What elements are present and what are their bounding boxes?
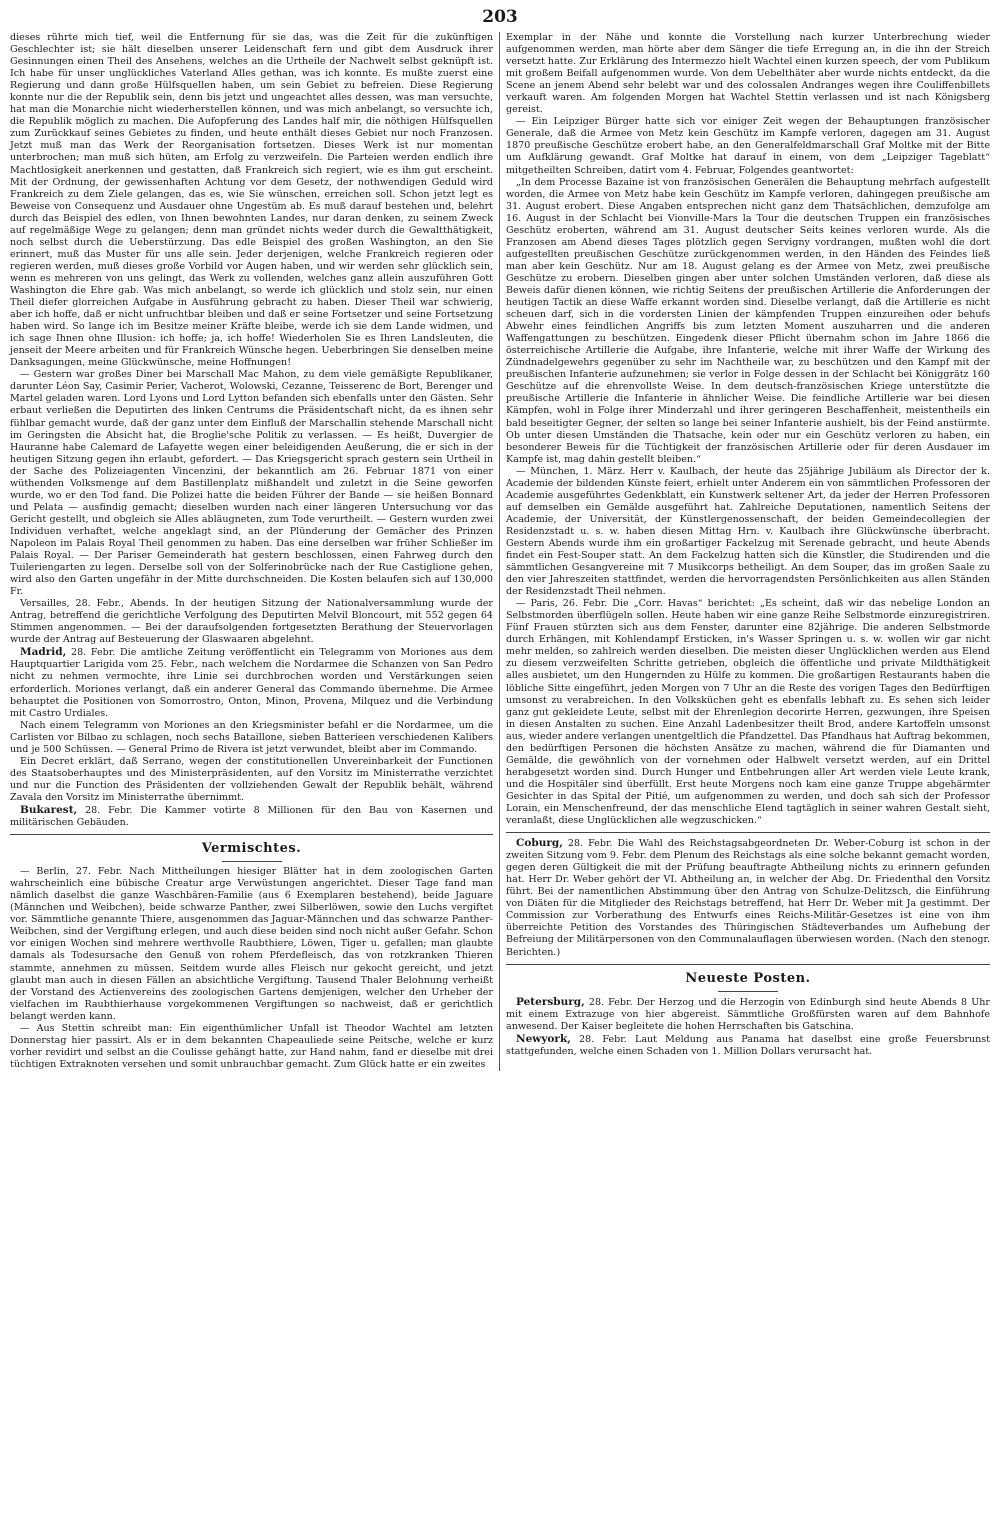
article-bukarest-text: 28. Febr. Die Kammer votirte 8 Millionen für den Bau von Kasernen und militärischen Gebäuden.	[10, 805, 493, 829]
article-divider	[506, 832, 990, 833]
article-petersburg-text: 28. Febr. Der Herzog und die Herzogin von Edinburgh sind heute Abends 8 Uhr mit einem Extrazuge von hier abgereist. Sämmtliche Großfürsten waren auf dem Bahnhofe anwesend. Der Kaiser begleitete die hohen Herrschaften bis Gatschina.	[506, 996, 990, 1032]
dateline-coburg: Coburg,	[516, 837, 563, 850]
article-berlin-zoo: — Berlin, 27. Febr. Nach Mittheilungen hiesiger Blätter hat in dem zoologischen Garten wahrscheinlich eine bübische Creatur arge Verwüstungen angerichtet. Dieser Tage fand man nämlich daselbst die ganze Waschbären-Familie (aus 6 Exemplaren bestehend), beide Jaguare (Männchen und Weibchen), beide schwarze Panther, zwei Silberlöwen, sowie den Luchs vergiftet vor. Sämmtliche genannte Thiere, ausgenommen das Jaguar-Männchen und das schwarze Panther-Weibchen, sind der Vergiftung erlegen, und auch diese beiden sind noch nicht außer Gefahr. Schon vor einigen Wochen sind mehrere werthvolle Raubthiere, Löwen, Tiger u. gefallen; man glaubte damals als Todesursache den Genuß von rohem Pferdefleisch, das von rotzkranken Thieren stammte, annehmen zu müssen. Seitdem wurde alles Fleisch nur gekocht gereicht, und jetzt glaubt man auch in diesen Fällen an absichtliche Vergiftung. Tausend Thaler Belohnung verheißt der Vorstand des Actienvereins des zoologischen Gartens demjenigen, welcher den Urheber der vielfachen im Raubthierhause vorgekommenen Vergiftungen so nachweist, daß er gerichtlich belangt werden kann.	[10, 866, 493, 1022]
article-petersburg	[506, 996, 990, 1033]
columns	[4, 32, 996, 1071]
article-coburg	[506, 837, 990, 958]
dateline-bukarest: Bukarest,	[20, 804, 78, 816]
section-divider	[10, 834, 493, 835]
short-divider	[718, 991, 778, 992]
article-coburg-text: 28. Febr. Die Wahl des Reichstagsabgeordneten Dr. Weber-Coburg ist schon in der zweiten Sitzung vom 9. Febr. dem Plenum des Reichstags als eine solche bekannt gemacht worden, gegen deren Gültigkeit die mit der Prüfung beauftragte Abtheilung nichts zu erinnern gefunden hat. Herr Dr. Weber gehört der VI. Abtheilung an, in welcher der Abg. Dr. Friedenthal den Vorsitz führt. Bei der namentlichen Abstimmung über den Antrag von Schulze-Delitzsch, die Einführung von Diäten für die Mitglieder des Reichstags betreffend, hat Herr Dr. Weber mit Ja gestimmt. Der Commission zur Vorberathung des Entwurfs eines Reichs-Militär-Gesetzes ist eine von ihm überreichte Petition des Vorstandes des Thüringischen Städteverbandes um Aufhebung der Befreiung der Militärpersonen von den Communalauflagen überwiesen worden. (Nach den stenogr. Berichten.)	[506, 838, 990, 958]
article-stettin-wachtel: — Aus Stettin schreibt man: Ein eigenthümlicher Unfall ist Theodor Wachtel am letzten Donnerstag hier passirt. Als er in dem bekannten Chapeauliede seine Peitsche, welche er kurz vorher revidirt und selbst an die Coulisse gehängt hatte, zur Hand nahm, fand er dieselbe mit drei tüchtigen Extraknoten versehen und somit unbrauchbar gemacht. Zum Glück hatte er ein zweites	[10, 1022, 493, 1070]
article-wachtel-continuation: Exemplar in der Nähe und konnte die Vorstellung nach kurzer Unterbrechung wieder aufgenommen werden, man hörte aber dem Sänger die tiefe Erregung an, in die ihn der Streich versetzt hatte. Zur Erklärung des Intermezzo hielt Wachtel einen kurzen speech, der vom Publikum mit großem Beifall aufgenommen wurde. Von dem Uebelthäter aber wurde nichts entdeckt, da die Scene an jenem Abend sehr belebt war und des colossalen Andranges wegen ihre Couliffenbillets verkauft waren. Am folgenden Morgen hat Wachtel Stettin verlassen und ist nach Königsberg gereist.	[506, 32, 990, 116]
article-newyork-text: 28. Febr. Laut Meldung aus Panama hat daselbst eine große Feuersbrunst stattgefunden, welche einen Schaden von 1. Million Dollars verursacht hat.	[506, 1033, 990, 1057]
right-column	[500, 32, 996, 1071]
article-madrid-text: 28. Febr. Die amtliche Zeitung veröffentlicht ein Telegramm von Moriones aus dem Hauptquartier Larigida vom 25. Febr., nach welchem die Nordarmee die Schanzen von San Pedro nicht zu nehmen vermochte, ihre Linie sei durchbrochen worden und Verstärkungen seien erforderlich. Moriones verlangt, daß ein anderer General das Commando übernehme. Die Armee behauptet die Positionen von Somorrostro, Onton, Minon, Provena, Milquez und die Verbindung mit Castro Urdiales.	[10, 647, 493, 719]
section-divider	[506, 964, 990, 965]
dateline-petersburg: Petersburg,	[516, 995, 585, 1008]
article-madrid	[10, 646, 493, 719]
dateline-madrid: Madrid,	[20, 646, 67, 659]
section-title-vermischtes: Vermischtes.	[201, 841, 302, 857]
article-versailles: Versailles, 28. Febr., Abends. In der heutigen Sitzung der Nationalversammlung wurde der Antrag, betreffend die gerichtliche Verfolgung des Deputirten Melvil Bloncourt, mit 552 gegen 64 Stimmen angenommen. — Bei der daraufsolgenden fortgesetzten Berathung der Steuervorlagen wurde der Antrag auf Besteuerung der Glaswaaren abgelehnt.	[10, 598, 493, 646]
article-paris-diner: — Gestern war großes Diner bei Marschall Mac Mahon, zu dem viele gemäßigte Republikaner, darunter Léon Say, Casimir Perier, Vacherot, Wolowski, Cezanne, Teisserenc de Bort, Berenger und Martel geladen waren. Lord Lyons und Lord Lytton befanden sich ebenfalls unter den Gästen. Sehr erbaut verließen die Deputirten des linken Centrums die Präsidentschaft nicht, da es ihnen sehr fühlbar gemacht wurde, daß der ganz unter dem Einfluß der Marschallin stehende Marschall nicht im Geringsten die Absicht hat, die Broglie'sche Politik zu verlassen. — Es heißt, Duvergier de Hauranne habe Calemard de Lafayette wegen einer beleidigenden Aeußerung, die er sich in der heutigen Sitzung gegen ihn erlaubt, gefordert. — Das Kriegsgericht sprach gestern sein Urtheil in der Sache des Polizeiagenten Vincenzini, der bekanntlich am 26. Februar 1871 von einer wüthenden Volksmenge auf dem Bastillenplatz mißhandelt und zuletzt in die Seine geworfen wurde, wo er den Tod fand. Die Polizei hatte die beiden Führer der Bande — sie heißen Bonnard und Pelata — ausfindig gemacht; dieselben wurden nach einer längeren Untersuchung vor das Gericht gestellt, und obgleich sie Alles abläugneten, zum Tode verurtheilt. — Gestern wurden zwei Individuen verhaftet, welche angeklagt sind, an der Plünderung der Gemächer des Prinzen Napoleon im Palais Royal Theil genommen zu haben. Das eine derselben war früher Schließer im Palais Royal. — Der Pariser Gemeinderath hat gestern beschlossen, einen Fahrweg durch den Tuileriengarten zu legen. Derselbe soll von der Solferinobrücke nach der Rue Castiglione gehen, wird also den Garten ungefähr in der Mitte durchschneiden. Die Kosten belaufen sich auf 130,000 Fr.	[10, 369, 493, 598]
short-divider	[222, 861, 282, 862]
article-bukarest	[10, 804, 493, 829]
page-number: 203	[482, 7, 518, 27]
article-moltke-letter: „In dem Processe Bazaine ist von französischen Generälen die Behauptung mehrfach aufgestellt worden, die Armee von Metz habe kein Geschütz im Kampfe verloren, dahingegen preußische am 31. August erobert. Diese Angaben entsprechen nicht ganz dem Thatsächlichen, demzufolge am 16. August in der Schlacht bei Vionville-Mars la Tour die deutschen Truppen ein französisches Geschütz eroberten, während am 31. August deutscher Seits keines verloren wurde. Als die Franzosen am Abend dieses Tages plötzlich gegen Servigny vordrangen, mußten wohl die dort aufgestellten preußischen Geschütze zurückgenommen werden, in den Händen des Feindes ließ man aber kein Geschütz. Nur am 18. August gelang es der Armee von Metz, zwei preußische Geschütze zu erobern. Dieselben gingen aber unter solchen Umständen verloren, daß diese als Beweis dafür dienen können, wie richtig Seitens der preußischen Artillerie die Anforderungen der heutigen Tactik an diese Waffe erkannt worden sind. Dieselbe verlangt, daß die Artillerie es nicht scheuen darf, sich in die vordersten Linien der kämpfenden Truppen einzureihen oder behufs Abwehr eines feindlichen Angriffs bis zum letzten Moment auszuharren und die anderen Waffengattungen zu beschützen. Eingedenk dieser Pflicht übernahm schon im Jahre 1866 die österreichische Artillerie die Aufgabe, ihre Infanterie, welche mit ihrer Waffe der Wirkung des Zündnadelgewehrs gegenüber zu sehr im Nachtheile war, zu beschützen und den Kampf mit der preußischen Infanterie aufzunehmen; sie verlor in Folge dessen in der Schlacht bei Königgrätz 160 Geschütze auf die ehrenvollste Weise. In dem deutsch-französischen Kriege unterstützte die preußische Artillerie die Infanterie in ähnlicher Weise. Die feindliche Artillerie war bei diesen Kämpfen, wohl in Folge ihrer Minderzahl und ihrer geringeren Beschaffenheit, meistentheils ein bald beseitigter Gegner, der selten so lange bei seiner Infanterie aushielt, bis der Feind anstürmte. Ob unter diesen Umständen die Thatsache, kein oder nur ein Geschütz verloren zu haben, ein besonderer Beweis für die Tüchtigkeit der französischen Artillerie oder für deren Ausdauer im Kampfe ist, mag dahin gestellt bleiben.“	[506, 176, 990, 465]
article-muenchen-kaulbach: — München, 1. März. Herr v. Kaulbach, der heute das 25jährige Jubiläum als Director der k. Academie der bildenden Künste feiert, erhielt unter Anderem ein von sämmtlichen Professoren der Academie ausgeführtes Gedenkblatt, ein Kunstwerk seltener Art, da jeder der Herren Professoren auf demselben ein Gemälde ausgeführt hat. Zahlreiche Deputationen, namentlich Seitens der Academie, der Universität, der Künstlergenossenschaft, der beiden Gemeindecollegien der Residenzstadt u. s. w. haben diesen Mittag Hrn. v. Kaulbach ihre Glückwünsche überbracht. Gestern Abends wurde ihm ein großartiger Fackelzug mit Serenade gebracht, und heute Abends findet ein Fest-Souper statt. An dem Fackelzug hatten sich die Künstler, die Studirenden und die sämmtlichen Gesangvereine mit 7 Musikcorps betheiligt. An dem Souper, das im großen Saale zu den vier Jahreszeiten stattfindet, werden die hervorragendsten Persönlichkeiten aus allen Ständen der Residenzstadt Theil nehmen.	[506, 465, 990, 598]
section-title-neueste-posten: Neueste Posten.	[685, 970, 811, 986]
article-moriones-telegram: Nach einem Telegramm von Moriones an den Kriegsminister befahl er die Nordarmee, um die Carlisten vor Bilbao zu schlagen, noch sechs Bataillone, sieben Batterieen verschiedenen Kalibers und je 500 Schüssen. — General Primo de Rivera ist jetzt verwundet, bleibt aber im Commando.	[10, 719, 493, 755]
left-column	[4, 32, 500, 1071]
article-continuation: dieses rührte mich tief, weil die Entfernung für sie das, was die Zeit für die zukünftigen Geschlechter ist; sie hält dieselben unserer Leidenschaft fern und gibt dem Ausdruck ihrer Gesinnungen einen Theil des Ansehens, welches an die Urtheile der Nachwelt selbst geknüpft ist. Ich habe für unser unglückliches Vaterland Alles gethan, was ich konnte. Es mußte zuerst eine Regierung und dann große Hülfsquellen haben, um sein Gebiet zu befreien. Diese Regierung konnte nur die der Republik sein, denn bis jetzt und ungeachtet alles dessen, was man versuchte, hat man die Monarchie nicht wiederherstellen können, und was mich anbelangt, so versuchte ich, die Republik möglich zu machen. Die Aufopferung des Landes half mir, die nöthigen Hülfsquellen zum Zurückkauf seines Gebietes zu finden, und heute enthält dieses Gebiet nur noch Franzosen. Jetzt muß man das Werk der Reorganisation fortsetzen. Dieses Werk ist nur momentan unterbrochen; man muß sich hüten, am Erfolg zu verzweifeln. Die Parteien werden endlich ihre Machtlosigkeit anerkennen und gestatten, daß Frankreich sich regiert, wie es ihm gut erscheint. Mit der Ordnung, der gewissenhaften Achtung vor dem Gesetz, der nothwendigen Geduld wird Frankreich zu dem Ziele gelangen, das es, wie Sie wünschen, erreichen soll. Schon jetzt legt es Beweise von Consequenz und Ausdauer ohne Ungestüm ab. Es muß darauf bestehen und, belehrt durch das Beispiel des edlen, von Ihnen bewohnten Landes, nur daran denken, zu seinem Zweck auf regelmäßige Wege zu gelangen; denn man gründet nichts weder durch die Gewaltthätigkeit, noch selbst durch die Ueberstürzung. Das edle Beispiel des großen Washington, an den Sie erinnert, muß das Muster für uns alle sein. Jeder derjenigen, welche Frankreich regieren oder regieren werden, muß dieses große Vorbild vor Augen haben, und wir werden sehr glücklich sein, wenn es mehreren von uns gelingt, das Werk zu vollenden, welches ganz allein auszuführen Gott Washington die Ehre gab. Was mich anbelangt, so werde ich glücklich und stolz sein, nur einen Theil diefer glorreichen Aufgabe in Ausführung gebracht zu haben. Dieser Theil war schwierig, aber ich hoffe, daß er nicht unfruchtbar bleiben und daß er seine Fortsetzer und seine Fortsetzung haben wird. So lange ich im Besitze meiner Kräfte bleibe, werde ich sie dem Lande widmen, und ich sage Ihnen ohne Illusion: ich hoffe; ja, ich hoffe! Wiederholen Sie es Ihren Landsleuten, die jenseit der Meere arbeiten und für Frankreich Wünsche hegen. Ueberbringen Sie denselben meine Danksagungen, meine Glückwünsche, meine Hoffnungen!	[10, 32, 493, 369]
article-paris-selbstmorde: — Paris, 26. Febr. Die „Corr. Havas“ berichtet: „Es scheint, daß wir das nebelige London an Selbstmorden überflügeln sollen. Heute haben wir eine ganze Reihe Selbstmorde einzuregistriren. Fünf Frauen stürzten sich aus dem Fenster, darunter eine 82jährige. Die anderen Selbstmorde durch Erhängen, mit Kohlendampf Ersticken, in's Wasser Springen u. s. w. wollen wir gar nicht mehr melden, so zahlreich werden dieselben. Die meisten dieser Unglücklichen werden aus Elend zu diesem verzweifelten Schritte getrieben, obgleich die öffentliche und private Mildthätigkeit alles ausbietet, um den Hungernden zu Hülfe zu kommen. Die großartigen Restaurants haben die löbliche Sitte eingeführt, jeden Morgen von 7 Uhr an die Reste des vorigen Tages den Bedürftigen umsonst zu verabreichen. In den Volksküchen geht es ebenfalls lebhaft zu. Es sehen sich leider ganz gut gekleidete Leute, selbst mit der Ehrenlegion decorirte Herren, gezwungen, ihre Speisen in diesen Anstalten zu suchen. Eine Anzahl Ladenbesitzer theilt Brod, andere Kartoffeln umsonst aus, wieder andere verlangen unentgeltlich die Pfandzettel. Das Pfandhaus hat Auftrag bekommen, den bedürftigen Personen die höchsten Ansätze zu machen, während die für Diamanten und Gemälde, die gewöhnlich von der vornehmen oder Halbwelt versetzt werden, auf ein Drittel herabgesetzt worden sind. Durch Hunger und Entbehrungen aller Art werden viele Leute krank, und die Hospitäler sind überfüllt. Erst heute Morgens noch kam eine ganze Truppe abgehärmter Gesichter in das Spital der Pitié, um aufgenommen zu werden, und doch sah sich der Professor Lorain, ein Menschenfreund, der das menschliche Elend tagtäglich in seiner wahren Gestalt sieht, veranlaßt, diese Unglücklichen alle wegzuschicken.“	[506, 598, 990, 827]
article-serrano-decree: Ein Decret erklärt, daß Serrano, wegen der constitutionellen Unvereinbarkeit der Functionen des Staatsoberhauptes und des Ministerpräsidenten, auf den Vorsitz im Ministerrathe verzichtet und nur die Function des Präsidenten der vollziehenden Gewalt der Republik behält, während Zavala den Vorsitz im Ministerrathe übernimmt.	[10, 755, 493, 803]
article-newyork	[506, 1033, 990, 1058]
article-leipzig-moltke: — Ein Leipziger Bürger hatte sich vor einiger Zeit wegen der Behauptungen französischer Generale, daß die Armee von Metz kein Geschütz im Kampfe verloren, dagegen am 31. August 1870 preußische Geschütze erobert habe, an den Generalfeldmarschall Graf Moltke mit der Bitte um Aufklärung gewandt. Graf Moltke hat darauf in einem, von dem „Leipziger Tageblatt“ mitgetheilten Schreiben, datirt vom 4. Februar, Folgendes geantwortet:	[506, 116, 990, 176]
dateline-newyork: Newyork,	[516, 1032, 571, 1045]
